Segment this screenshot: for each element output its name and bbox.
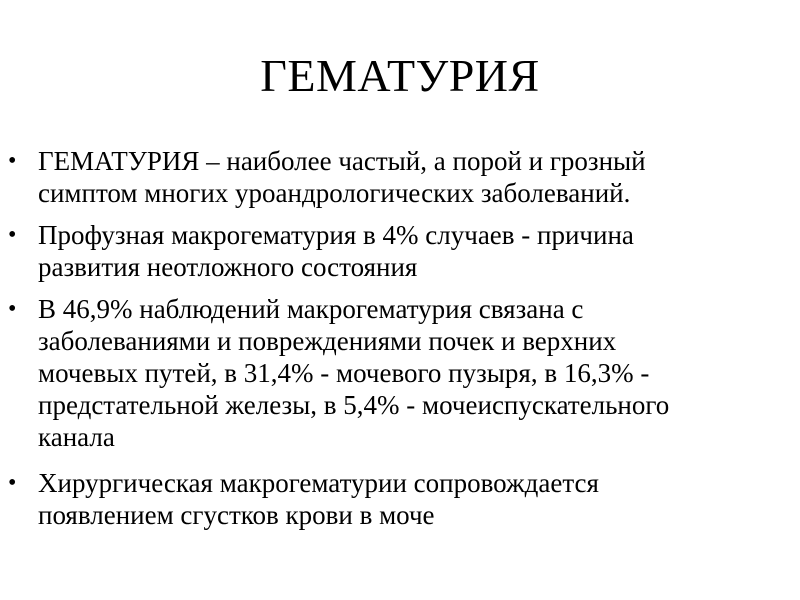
bullet-item [0,293,778,453]
slide-title: ГЕМАТУРИЯ [260,50,540,101]
bullet-item [0,467,778,531]
bullet-list [0,145,800,541]
bullet-item [0,145,778,209]
bullet-marker: • [8,470,17,496]
bullet-text: Профузная макрогематурия в 4% случаев - причина развития неотложного состояния [38,220,634,282]
bullet-text: ГЕМАТУРИЯ – наиболее частый, а порой и грозный симптом многих уроандрологических заболеваний. [38,146,646,208]
bullet-text: Хирургическая макрогематурии сопровождается появлением сгустков крови в моче [38,468,599,530]
bullet-text: В 46,9% наблюдений макрогематурия связана с заболеваниями и повреждениями почек и верхних мочевых путей, в 31,4% - мочевого пузыря, в 16,3% - предстательной железы, в 5,4% - мочеиспускательного канала [38,294,670,452]
bullet-item [0,219,778,283]
bullet-marker: • [8,222,17,248]
bullet-marker: • [8,148,17,174]
bullet-marker: • [8,296,17,322]
